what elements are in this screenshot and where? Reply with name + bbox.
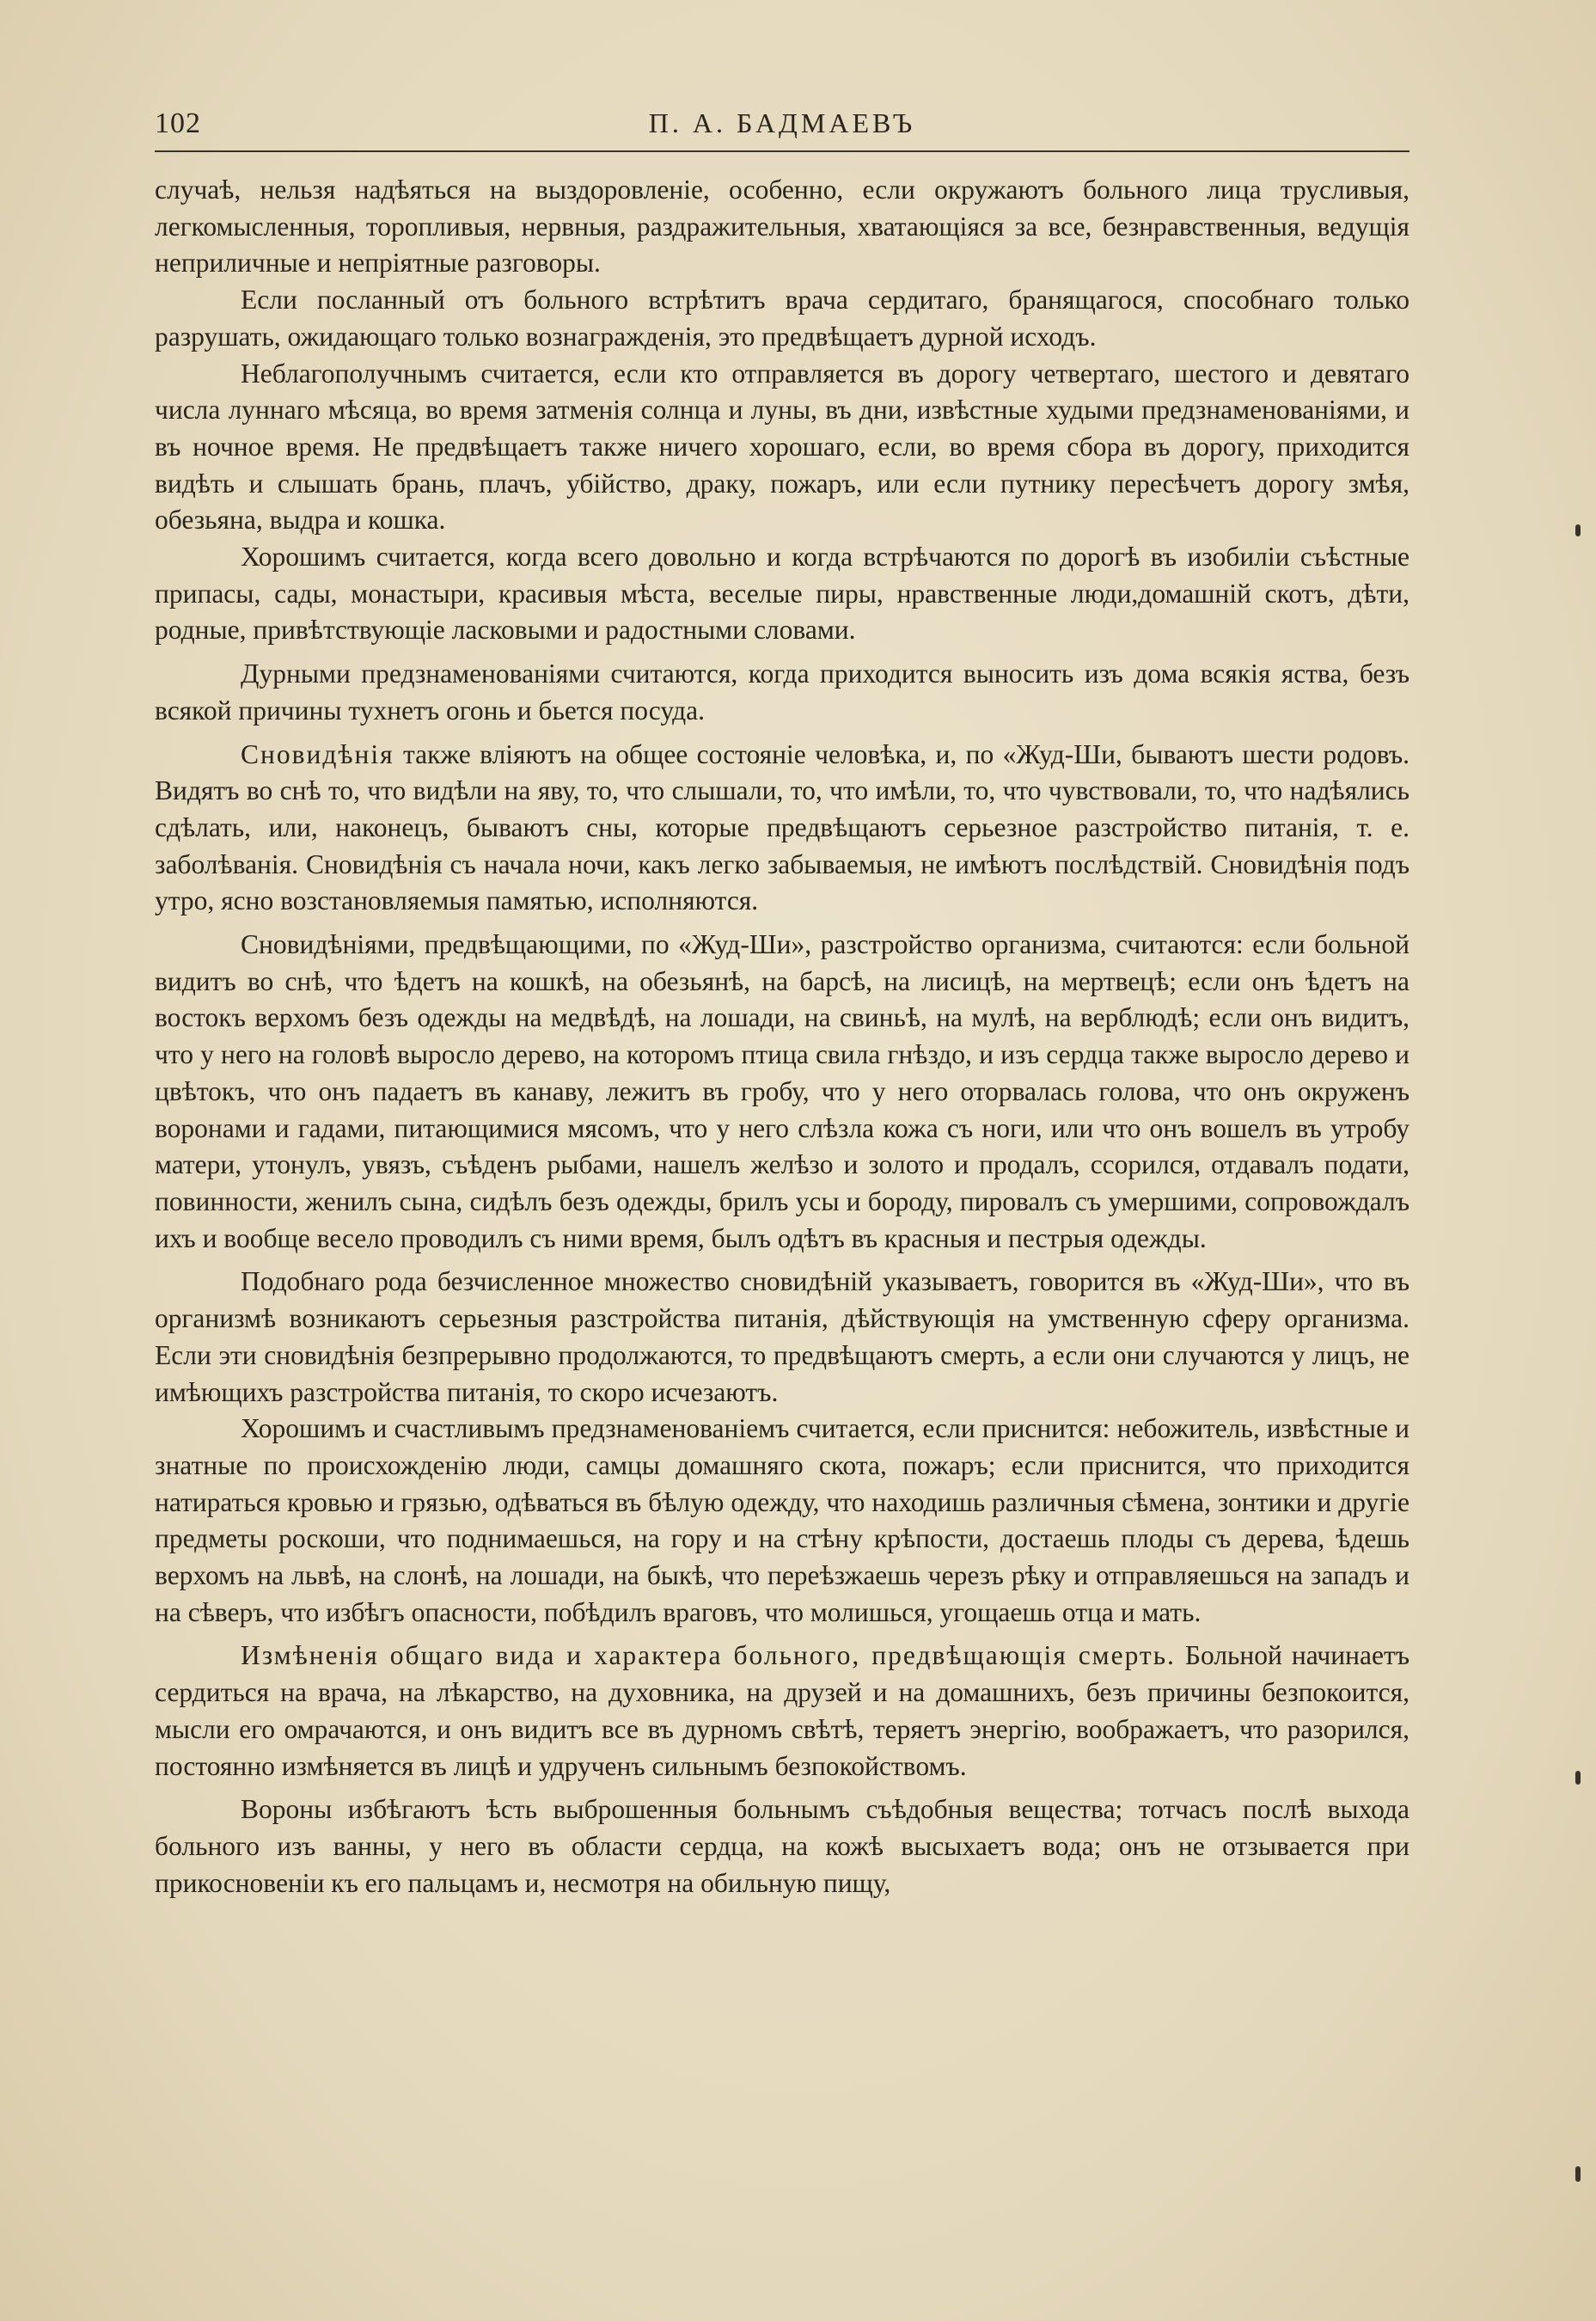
paragraph: случаѣ, нельзя надѣяться на выздоровленіе, особенно, если окружаютъ больного лица трусливыя, легкомысленныя, торопливыя, нервныя, раздражительныя, хватающіяся за все, безнравственныя, ведущія неприличные и непріятные разговоры. [155, 175, 1409, 279]
section-lead: Измѣненія общаго вида и характера больного, предвѣщающія смерть. [241, 1640, 1176, 1671]
paragraph: Дурными предзнаменованіями считаются, когда приходится выносить изъ дома всякія яства, безъ всякой причины тухнетъ огонь и бьется посуда. [155, 658, 1409, 726]
paragraph: Если посланный отъ больного встрѣтитъ врача сердитаго, бранящагося, способнаго только разрушать, ожидающаго только вознагражденія, это предвѣщаетъ дурной исходъ. [155, 285, 1409, 352]
page-edge-mark [1575, 1771, 1581, 1785]
running-title: П. А. БАДМАЕВЪ [648, 107, 916, 138]
paragraph: Хорошимъ и счастливымъ предзнаменованіемъ считается, если приснится: небожитель, извѣстные и знатные по происхожденію люди, самцы домашняго скота, пожаръ; если приснится, что приходится натираться кровью и грязью, одѣваться въ бѣлую одежду, что находишь различныя сѣмена, зонтики и другіе предметы роскоши, что поднимаешься, на гору и на стѣну крѣпости, достаешь плоды съ дерева, ѣдешь верхомъ на львѣ, на слонѣ, на лошади, на быкѣ, что переѣзжаешь черезъ рѣку и отправляешься на западъ и на сѣверъ, что избѣгъ опасности, побѣдилъ враговъ, что молишься, угощаешь отца и мать. [155, 1413, 1409, 1627]
paragraph: Вороны избѣгаютъ ѣсть выброшенныя больнымъ съѣдобныя вещества; тотчасъ послѣ выхода больного изъ ванны, у него въ области сердца, на кожѣ высыхаетъ вода; онъ не отзывается при прикосновеніи къ его пальцамъ и, несмотря на обильную пищу, [155, 1794, 1409, 1898]
page-number: 102 [155, 107, 201, 139]
paragraph: Подобнаго рода безчисленное множество сновидѣній указываетъ, говорится въ «Жуд-Ши», что въ организмѣ возникаютъ серьезныя разстройства питанія, дѣйствующія на умственную сферу организма. Если эти сновидѣнія безпрерывно продолжаются, то предвѣщаютъ смерть, а если они случаются у лицъ, не имѣющихъ разстройства питанія, то скоро исчезаютъ. [155, 1266, 1409, 1407]
page-edge-mark [1575, 524, 1581, 536]
page-edge-mark [1575, 2166, 1581, 2182]
paragraph: Сновидѣніями, предвѣщающими, по «Жуд-Ши», разстройство организма, считаются: если больной видитъ во снѣ, что ѣдетъ на кошкѣ, на обезьянѣ, на барсѣ, на лисицѣ, на мертвецѣ; если онъ ѣдетъ на востокъ верхомъ безъ одежды на медвѣдѣ, на лошади, на свиньѣ, на мулѣ, на верблюдѣ; если онъ видитъ, что у него на головѣ выросло дерево, на которомъ птица свила гнѣздо, и изъ сердца также выросло дерево и цвѣтокъ, что онъ падаетъ въ канаву, лежитъ въ гробу, что у него оторвалась голова, что онъ окруженъ воронами и гадами, питающимися мясомъ, что у него слѣзла кожа съ ноги, или что онъ вошелъ въ утробу матери, утонулъ, увязъ, съѣденъ рыбами, нашелъ желѣзо и золото и продалъ, ссорился, отдавалъ подати, повинности, женилъ сына, сидѣлъ безъ одежды, брилъ усы и бороду, пировалъ съ умершими, сопровождалъ ихъ и вообще весело проводилъ съ ними время, былъ одѣтъ въ красныя и пестрыя одежды. [155, 929, 1409, 1253]
paragraph: Измѣненія общаго вида и характера больного, предвѣщающія смерть. Больной начинаетъ сердиться на врача, на лѣкарство, на духовника, на друзей и на домашнихъ, безъ причины безпокоится, мысли его омрачаются, и онъ видитъ все въ дурномъ свѣтѣ, теряетъ энергію, воображаетъ, что разорился, постоянно измѣняется въ лицѣ и удрученъ сильнымъ безпокойствомъ. [155, 1640, 1410, 1781]
section-lead: Сновидѣнія [241, 738, 394, 769]
body-text [155, 172, 1409, 1902]
paragraph: Хорошимъ считается, когда всего довольно и когда встрѣчаются по дорогѣ въ изобиліи съѣстные припасы, сады, монастыри, красивыя мѣста, веселые пиры, нравственные люди,домашній скотъ, дѣти, родные, привѣтствующіе ласковыми и радостными словами. [155, 542, 1409, 646]
paragraph: Неблагополучнымъ считается, если кто отправляется въ дорогу четвертаго, шестого и девятаго числа луннаго мѣсяца, во время затменія солнца и луны, въ дни, извѣстные худыми предзнаменованіями, и въ ночное время. Не предвѣщаетъ также ничего хорошаго, если, во время сбора въ дорогу, приходится видѣть и слышать брань, плачъ, убійство, драку, пожаръ, или если путнику пересѣчетъ дорогу змѣя, обезьяна, выдра и кошка. [155, 358, 1409, 536]
paragraph: Сновидѣнія также вліяютъ на общее состояніе человѣка, и, по «Жуд-Ши, бываютъ шести родовъ. Видятъ во снѣ то, что видѣли на яву, то, что слышали, то, что имѣли, то, что чувствовали, то, что надѣялись сдѣлать, или, наконецъ, бываютъ сны, которые предвѣщаютъ серьезное разстройство питанія, т. е. заболѣванія. Сновидѣнія съ начала ночи, какъ легко забываемыя, не имѣютъ послѣдствій. Сновидѣнія подъ утро, ясно возстановляемыя памятью, исполняются. [155, 738, 1409, 916]
page-header [155, 107, 1409, 152]
